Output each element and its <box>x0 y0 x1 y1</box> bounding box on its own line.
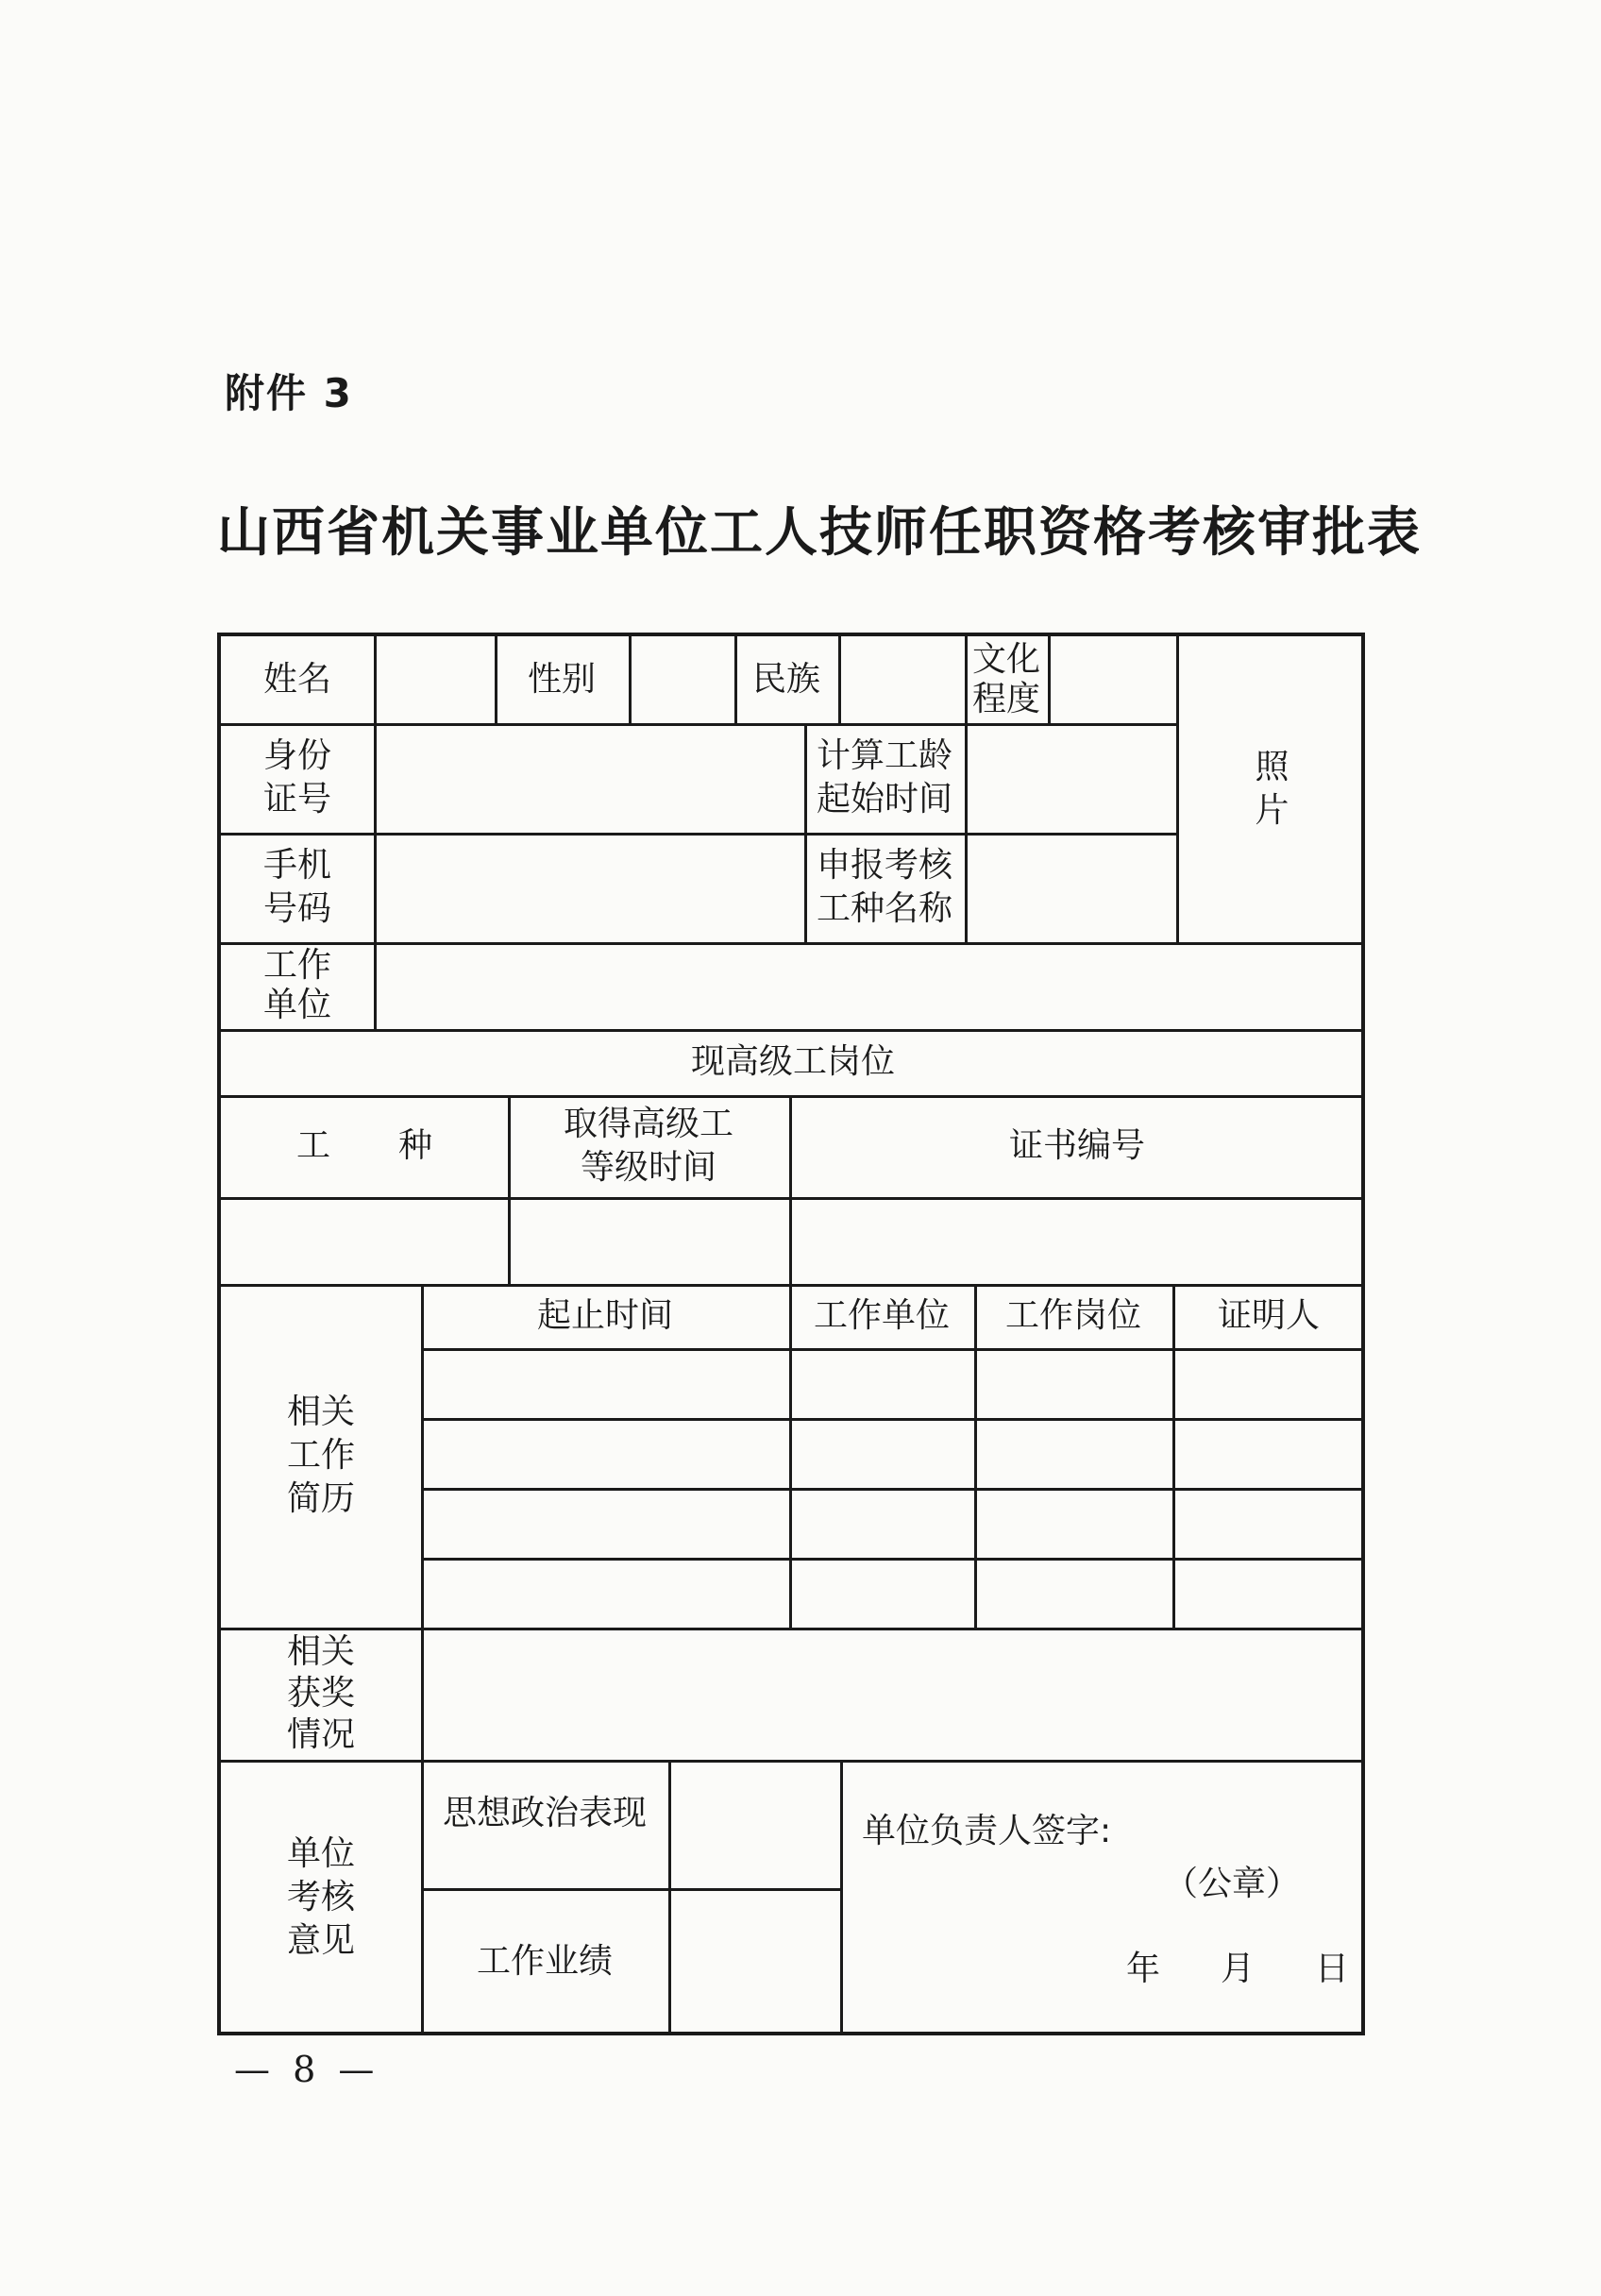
photo-box[interactable]: 照 片 <box>1255 748 1289 830</box>
trade-applied-field[interactable] <box>968 836 1176 942</box>
work-unit-field[interactable] <box>377 945 1365 1029</box>
id-number-field[interactable] <box>377 726 804 833</box>
history-row-3[interactable] <box>424 1491 1361 1558</box>
history-row-2[interactable] <box>424 1421 1361 1488</box>
history-witness-header: 证明人 <box>1217 1296 1320 1335</box>
ethnicity-label: 民族 <box>751 660 820 699</box>
trade-applied-label: 申报考核 工种名称 <box>816 846 952 928</box>
current-post-header: 现高级工岗位 <box>690 1042 895 1081</box>
name-label: 姓名 <box>262 660 331 699</box>
unit-review-label: 单位 考核 意见 <box>286 1834 355 1960</box>
seal-label: （公章） <box>1164 1865 1301 1903</box>
political-field[interactable] <box>671 1763 840 1888</box>
political-label: 思想政治表现 <box>442 1794 647 1832</box>
phone-label: 手机 号码 <box>262 846 331 928</box>
history-row-4[interactable] <box>424 1561 1361 1628</box>
history-post-header: 工作岗位 <box>1004 1296 1141 1335</box>
seniority-start-label: 计算工龄 起始时间 <box>816 736 952 819</box>
page-title: 山西省机关事业单位工人技师任职资格考核审批表 <box>217 502 1422 564</box>
attachment-label: 附件 3 <box>225 370 353 416</box>
certificate-no-field[interactable] <box>792 1200 1365 1284</box>
performance-field[interactable] <box>671 1891 840 2035</box>
page-number: — 8 — <box>234 2049 380 2090</box>
phone-field[interactable] <box>377 836 804 942</box>
signature-area[interactable] <box>843 1763 1365 2035</box>
education-label: 文化 程度 <box>971 640 1040 718</box>
senior-level-date-field[interactable] <box>511 1200 789 1284</box>
trade-field[interactable] <box>221 1200 508 1284</box>
date-month: 月 <box>1221 1950 1256 1988</box>
history-period-header: 起止时间 <box>536 1296 673 1335</box>
gender-field[interactable] <box>632 636 734 723</box>
seniority-start-field[interactable] <box>968 726 1176 833</box>
date-day: 日 <box>1315 1950 1350 1988</box>
id-number-label: 身份 证号 <box>262 736 331 819</box>
approval-form <box>217 633 1365 2035</box>
history-row-1[interactable] <box>424 1351 1361 1418</box>
leader-sign-label: 单位负责人签字: <box>862 1812 1112 1850</box>
work-history-label: 相关 工作 简历 <box>286 1393 355 1518</box>
date-year: 年 <box>1126 1950 1161 1988</box>
work-unit-label: 工作 单位 <box>262 946 331 1024</box>
awards-label: 相关 获奖 情况 <box>286 1632 355 1754</box>
trade-label: 工 种 <box>295 1126 432 1165</box>
name-field[interactable] <box>377 636 495 723</box>
performance-label: 工作业绩 <box>476 1942 613 1981</box>
gender-label: 性别 <box>527 660 596 699</box>
senior-level-date-label: 取得高级工 等级时间 <box>563 1105 733 1187</box>
ethnicity-field[interactable] <box>841 636 965 723</box>
certificate-no-label: 证书编号 <box>1008 1126 1145 1165</box>
education-field[interactable] <box>1051 636 1176 723</box>
awards-field[interactable] <box>424 1630 1365 1760</box>
history-unit-header: 工作单位 <box>813 1296 950 1335</box>
